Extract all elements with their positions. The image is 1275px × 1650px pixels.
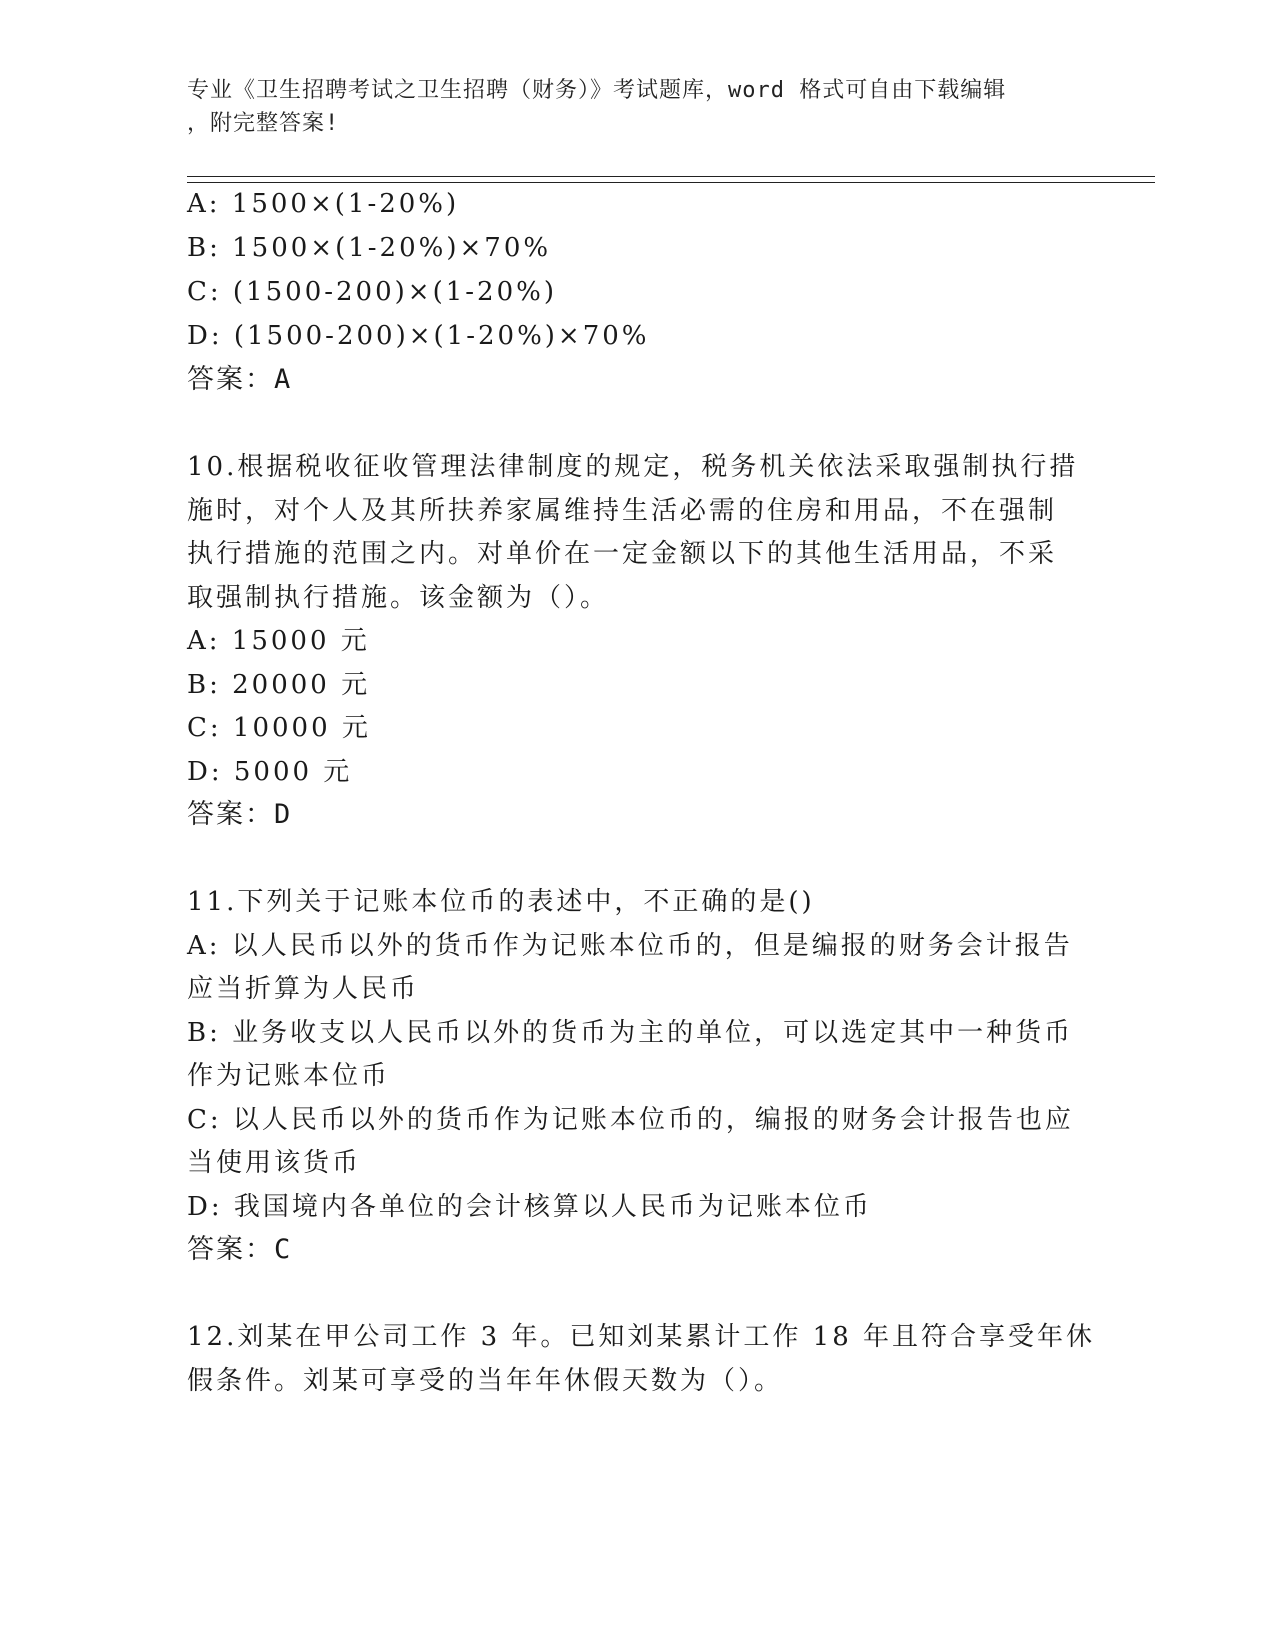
q10-stem-line-1: 10.根据税收征收管理法律制度的规定，税务机关依法采取强制执行措 <box>187 452 1079 482</box>
q11-option-d: D: 我国境内各单位的会计核算以人民币为记账本位币 <box>187 1192 872 1222</box>
q9-answer <box>187 362 292 398</box>
q9-option-c: C: (1500-200)×(1-20%) <box>187 277 557 307</box>
q9-answer-value: A <box>274 364 293 395</box>
q10-answer <box>187 797 292 833</box>
q11-option-b-line-2: 作为记账本位币 <box>187 1061 391 1091</box>
q10-option-a: A: 15000 元 <box>187 626 370 656</box>
q10-answer-label: 答案： <box>187 799 274 830</box>
q11-answer-value: C <box>274 1234 293 1265</box>
q10-stem-line-2: 施时，对个人及其所扶养家属维持生活必需的住房和用品，不在强制 <box>187 496 1058 526</box>
q10-answer-value: D <box>274 799 293 830</box>
q11-option-b-line-1: B: 业务收支以人民币以外的货币为主的单位，可以选定其中一种货币 <box>187 1018 1074 1048</box>
q12-stem-line-2: 假条件。刘某可享受的当年年休假天数为（）。 <box>187 1366 784 1396</box>
q10-option-b: B: 20000 元 <box>187 670 371 700</box>
q11-option-a-line-2: 应当折算为人民币 <box>187 974 420 1004</box>
header-line-1: 专业《卫生招聘考试之卫生招聘（财务）》考试题库，word 格式可自由下载编辑 <box>187 78 1007 103</box>
q11-answer-label: 答案： <box>187 1234 274 1265</box>
q11-option-a-line-1: A: 以人民币以外的货币作为记账本位币的，但是编报的财务会计报告 <box>187 931 1073 961</box>
q11-answer <box>187 1232 292 1268</box>
document-header <box>187 74 1067 140</box>
header-line-2: ，附完整答案! <box>187 111 340 136</box>
q11-option-c-line-1: C: 以人民币以外的货币作为记账本位币的，编报的财务会计报告也应 <box>187 1105 1074 1135</box>
q9-option-b: B: 1500×(1-20%)×70% <box>187 233 552 263</box>
q10-option-c: C: 10000 元 <box>187 713 371 743</box>
q9-option-a: A: 1500×(1-20%) <box>187 189 460 219</box>
q10-option-d: D: 5000 元 <box>187 757 353 787</box>
q12-stem-line-1: 12.刘某在甲公司工作 3 年。已知刘某累计工作 18 年且符合享受年休 <box>187 1322 1096 1352</box>
header-divider-bottom <box>187 182 1155 183</box>
q11-option-c-line-2: 当使用该货币 <box>187 1148 362 1178</box>
q10-stem-line-4: 取强制执行措施。该金额为（）。 <box>187 583 610 613</box>
q10-stem-line-3: 执行措施的范围之内。对单价在一定金额以下的其他生活用品，不采 <box>187 539 1058 569</box>
q11-stem: 11.下列关于记账本位币的表述中，不正确的是() <box>187 887 815 917</box>
q9-answer-label: 答案： <box>187 364 274 395</box>
q9-option-d: D: (1500-200)×(1-20%)×70% <box>187 321 650 351</box>
header-divider-top <box>187 176 1155 177</box>
